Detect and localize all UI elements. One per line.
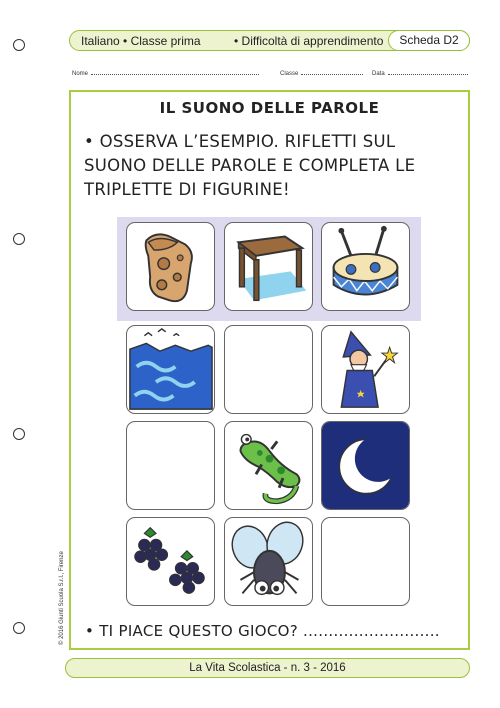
- picture-cell-drum: [321, 222, 410, 311]
- exercise-card: [69, 90, 470, 650]
- picture-cell-empty[interactable]: [224, 325, 313, 414]
- punch-hole: [13, 622, 25, 634]
- punch-hole: [13, 233, 25, 245]
- moon-icon: [322, 422, 409, 509]
- picture-cell-empty[interactable]: [126, 421, 215, 510]
- header-bar: [69, 30, 470, 51]
- picture-cell-table: [224, 222, 313, 311]
- wizard-icon: [322, 326, 409, 413]
- sheet-badge: Scheda D2: [388, 30, 470, 51]
- picture-cell-fly: [224, 517, 313, 606]
- sea-icon: [127, 326, 214, 413]
- subject-label: Italiano • Classe prima: [81, 34, 201, 48]
- lizard-icon: [225, 422, 312, 509]
- closing-question: • TI PIACE QUESTO GIOCO? ...........................: [85, 622, 440, 640]
- area-label: • Difficoltà di apprendimento: [234, 34, 384, 48]
- punch-hole: [13, 39, 25, 51]
- picture-cell-blackberries: [126, 517, 215, 606]
- exercise-instruction: • OSSERVA L’ESEMPIO. RIFLETTI SUL SUONO DELLE PAROLE E COMPLETA LE TRIPLETTE DI FIGURINE!: [84, 132, 416, 199]
- blackberries-icon: [127, 518, 214, 605]
- picture-cell-cheese: [126, 222, 215, 311]
- exercise-title: IL SUONO DELLE PAROLE: [159, 99, 380, 117]
- student-fields: [72, 69, 470, 79]
- table-icon: [225, 223, 312, 310]
- picture-cell-wizard: [321, 325, 410, 414]
- copyright-note: © 2016 Giunti Scuola S.r.l., Firenze: [59, 551, 65, 645]
- class-field[interactable]: Classe: [280, 69, 363, 77]
- picture-cell-moon: [321, 421, 410, 510]
- drum-icon: [322, 223, 409, 310]
- picture-cell-lizard: [224, 421, 313, 510]
- punch-hole: [13, 428, 25, 440]
- fly-icon: [225, 518, 312, 605]
- picture-cell-empty[interactable]: [321, 517, 410, 606]
- picture-cell-sea: [126, 325, 215, 414]
- cheese-icon: [127, 223, 214, 310]
- date-field[interactable]: Data: [372, 69, 468, 77]
- name-field[interactable]: Nome: [72, 69, 259, 77]
- footer-bar: La Vita Scolastica - n. 3 - 2016: [65, 658, 470, 678]
